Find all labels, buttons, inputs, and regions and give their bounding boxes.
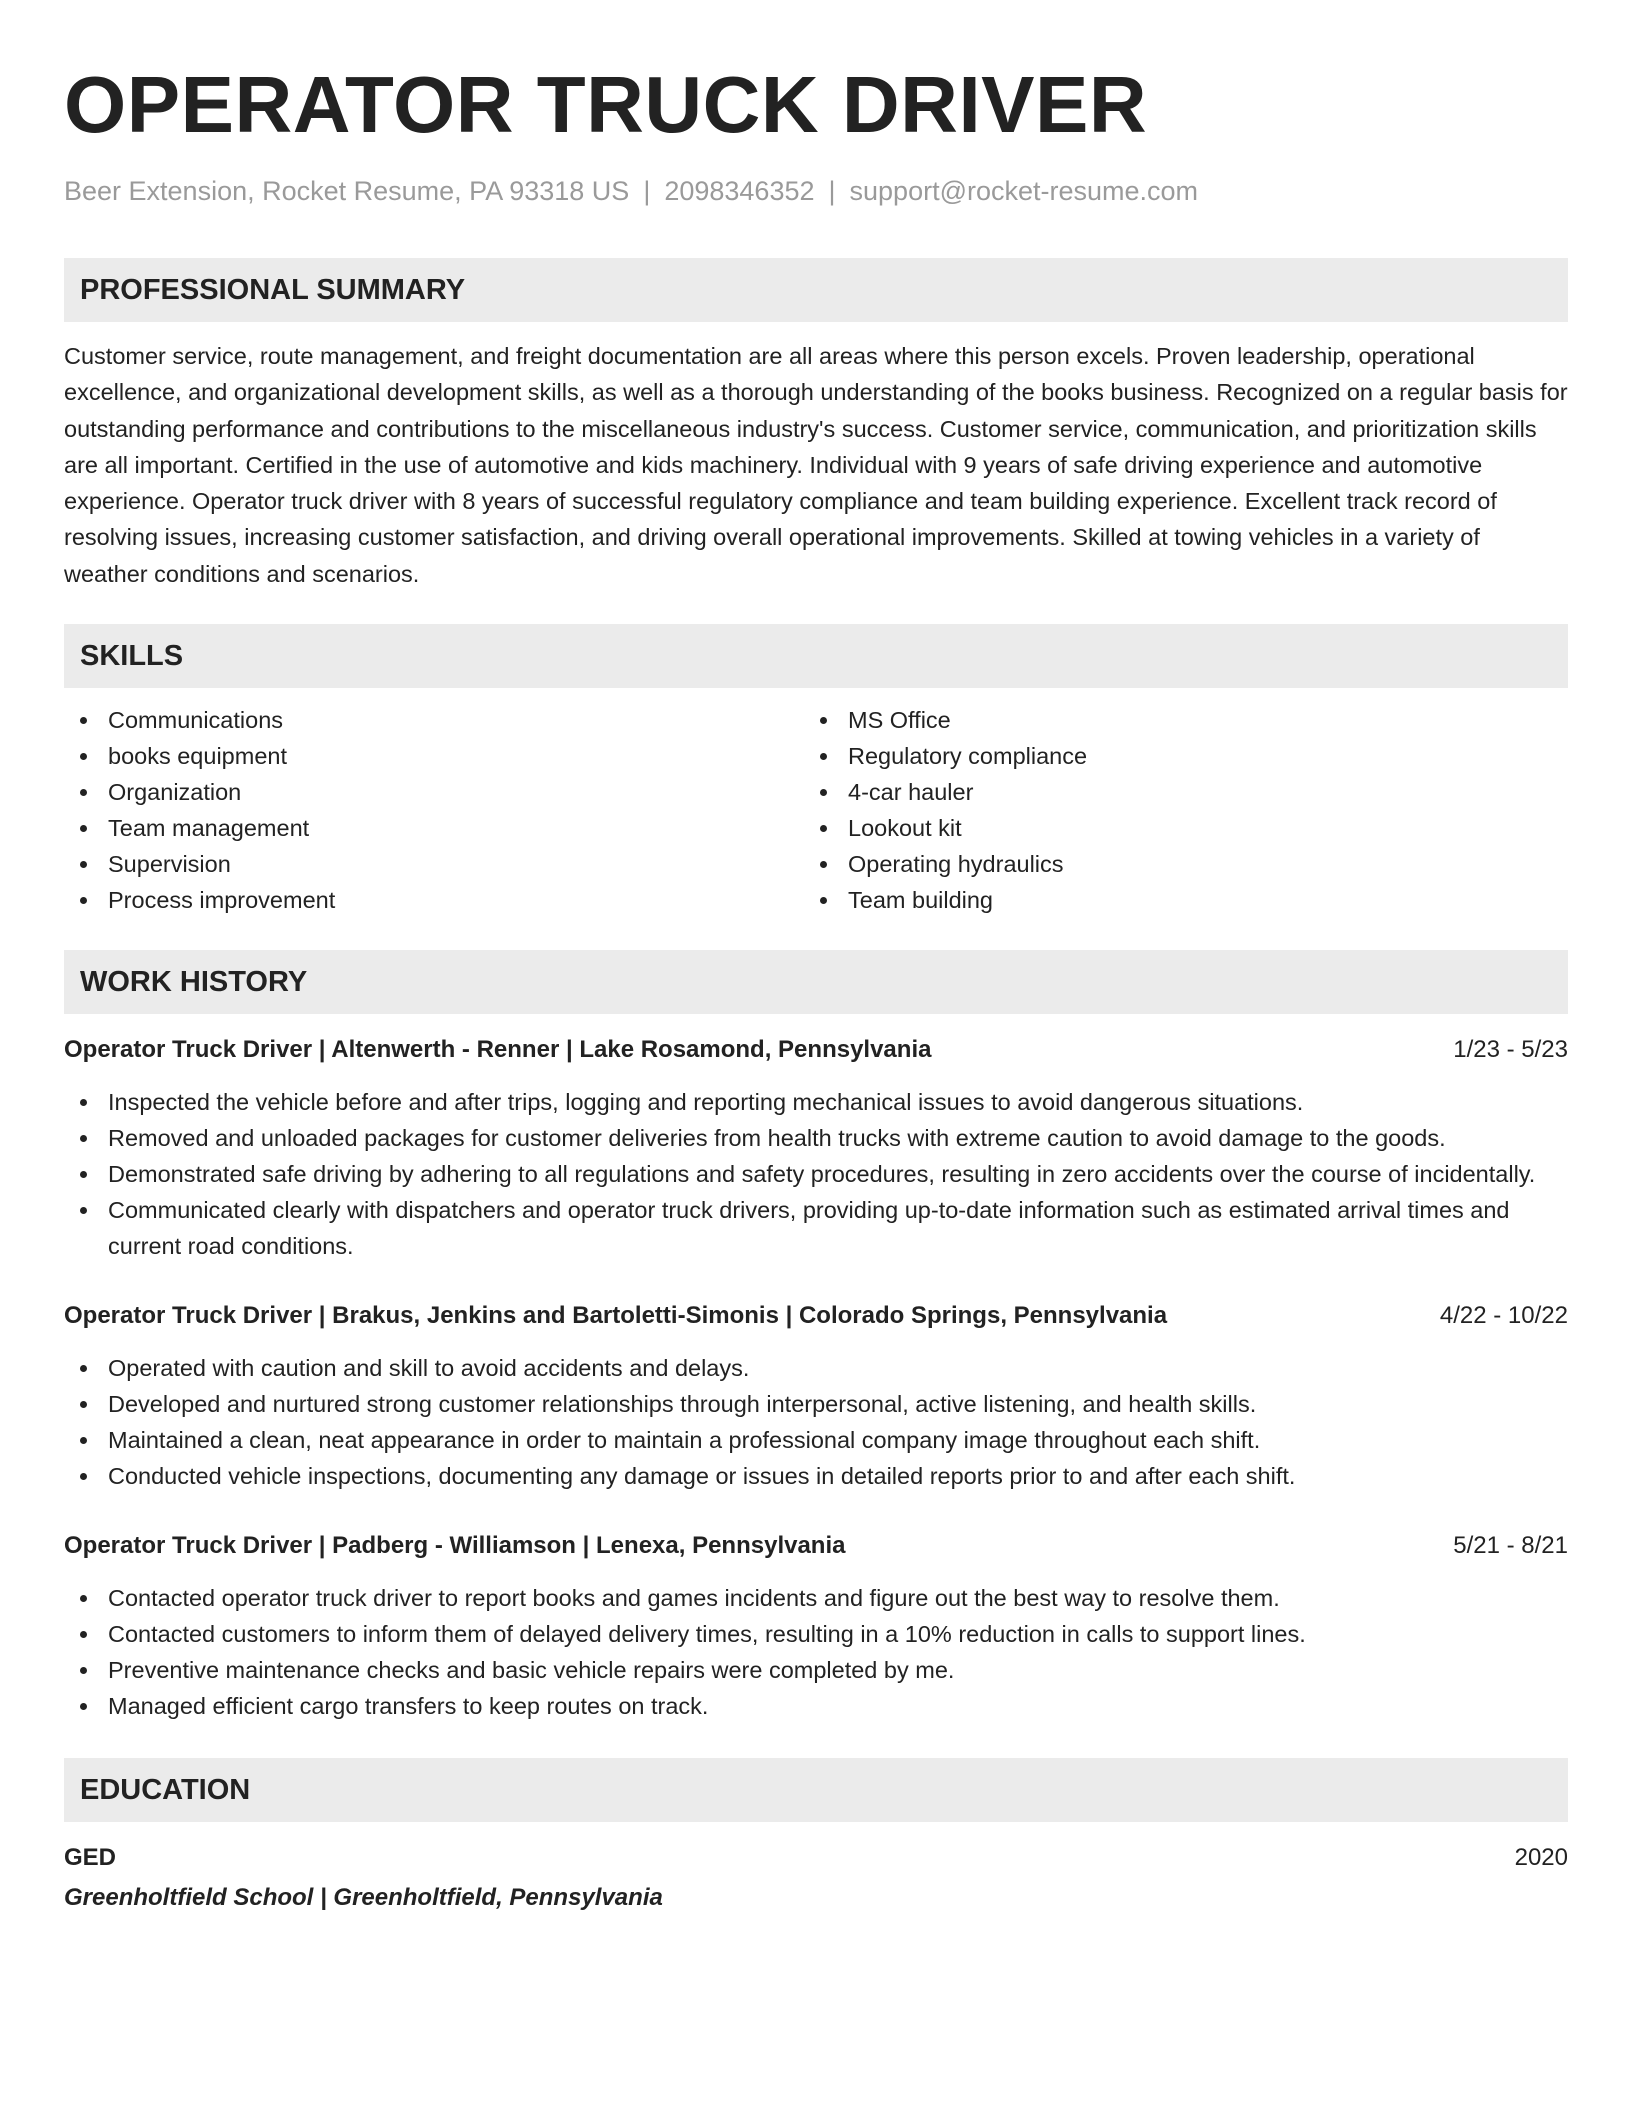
summary-text: Customer service, route management, and freight documentation are all areas where this person excels. Proven leadership, operational excellence, and organizational development skills, as well as a thorough understanding of the books business. Recognized on a regular basis for outstanding performance and contributions to the miscellaneous industry's success. Customer service, communication, and prioritization skills are all important. Certified in the use of automotive and kids machinery. Individual with 9 years of safe driving experience and automotive experience. Operator truck driver with 8 years of successful regulatory compliance and team building experience. Excellent track record of resolving issues, increasing customer satisfaction, and driving overall operational improvements. Skilled at towing vehicles in a variety of weather conditions and scenarios. [64,343,1568,587]
education-heading: EDUCATION [64,1758,1568,1822]
skill-item: Team management [64,810,804,846]
skill-item: Regulatory compliance [804,738,1544,774]
skills-list [64,702,1568,918]
education-entry [64,1840,1568,1916]
candidate-name: OPERATOR TRUCK DRIVER [64,60,1148,149]
education-school: Greenholtfield School | Greenholtfield, Pennsylvania [64,1884,663,1912]
job-bullets [64,1084,1568,1264]
job-dates: 1/23 - 5/23 [1453,1036,1568,1064]
job-title: Operator Truck Driver | Altenwerth - Renner | Lake Rosamond, Pennsylvania [64,1036,932,1064]
job-bullet: Conducted vehicle inspections, documenting any damage or issues in detailed reports prior to and after each shift. [64,1458,1568,1494]
job-bullet: Removed and unloaded packages for customer deliveries from health trucks with extreme caution to avoid damage to the goods. [64,1120,1568,1156]
work-history-heading: WORK HISTORY [64,950,1568,1014]
job-header [64,1032,1568,1068]
job-bullet: Inspected the vehicle before and after trips, logging and reporting mechanical issues to avoid dangerous situations. [64,1084,1568,1120]
job-bullet: Contacted customers to inform them of delayed delivery times, resulting in a 10% reduction in calls to support lines. [64,1616,1568,1652]
skills-column-right [804,702,1544,918]
skill-item: Communications [64,702,804,738]
education-header [64,1840,1568,1876]
contact-address: Beer Extension, Rocket Resume, PA 93318 US [64,176,630,206]
job-bullet: Contacted operator truck driver to report books and games incidents and figure out the best way to resolve them. [64,1580,1568,1616]
skill-item: Process improvement [64,882,804,918]
job-bullet: Communicated clearly with dispatchers and operator truck drivers, providing up-to-date information such as estimated arrival times and current road conditions. [64,1192,1568,1264]
job-bullet: Managed efficient cargo transfers to keep routes on track. [64,1688,1568,1724]
job-dates: 5/21 - 8/21 [1453,1532,1568,1560]
skills-column-left [64,702,804,918]
job-entry [64,1032,1568,1264]
education-degree: GED [64,1844,117,1872]
contact-separator: | [643,176,651,206]
skill-item: books equipment [64,738,804,774]
job-title: Operator Truck Driver | Brakus, Jenkins and Bartoletti-Simonis | Colorado Springs, Pennsylvania [64,1302,1168,1330]
job-bullet: Preventive maintenance checks and basic vehicle repairs were completed by me. [64,1652,1568,1688]
skill-item: Operating hydraulics [804,846,1544,882]
skill-item: Lookout kit [804,810,1544,846]
contact-separator: | [828,176,836,206]
job-bullets [64,1580,1568,1724]
job-bullet: Maintained a clean, neat appearance in order to maintain a professional company image throughout each shift. [64,1422,1568,1458]
job-entry [64,1528,1568,1724]
skill-item: 4-car hauler [804,774,1544,810]
job-header [64,1528,1568,1564]
skills-heading: SKILLS [64,624,1568,688]
summary-heading: PROFESSIONAL SUMMARY [64,258,1568,322]
contact-line [64,174,1568,208]
contact-phone: 2098346352 [664,176,815,206]
job-dates: 4/22 - 10/22 [1439,1302,1568,1330]
skill-item: Team building [804,882,1544,918]
skill-item: Organization [64,774,804,810]
job-title: Operator Truck Driver | Padberg - Williamson | Lenexa, Pennsylvania [64,1532,846,1560]
job-bullet: Operated with caution and skill to avoid accidents and delays. [64,1350,1568,1386]
skill-item: MS Office [804,702,1544,738]
job-bullet: Demonstrated safe driving by adhering to all regulations and safety procedures, resulting in zero accidents over the course of incidentally. [64,1156,1568,1192]
job-bullets [64,1350,1568,1494]
education-year: 2020 [1514,1844,1568,1872]
job-entry [64,1298,1568,1494]
job-header [64,1298,1568,1334]
contact-email: support@rocket-resume.com [849,176,1199,206]
skill-item: Supervision [64,846,804,882]
job-bullet: Developed and nurtured strong customer relationships through interpersonal, active listening, and health skills. [64,1386,1568,1422]
